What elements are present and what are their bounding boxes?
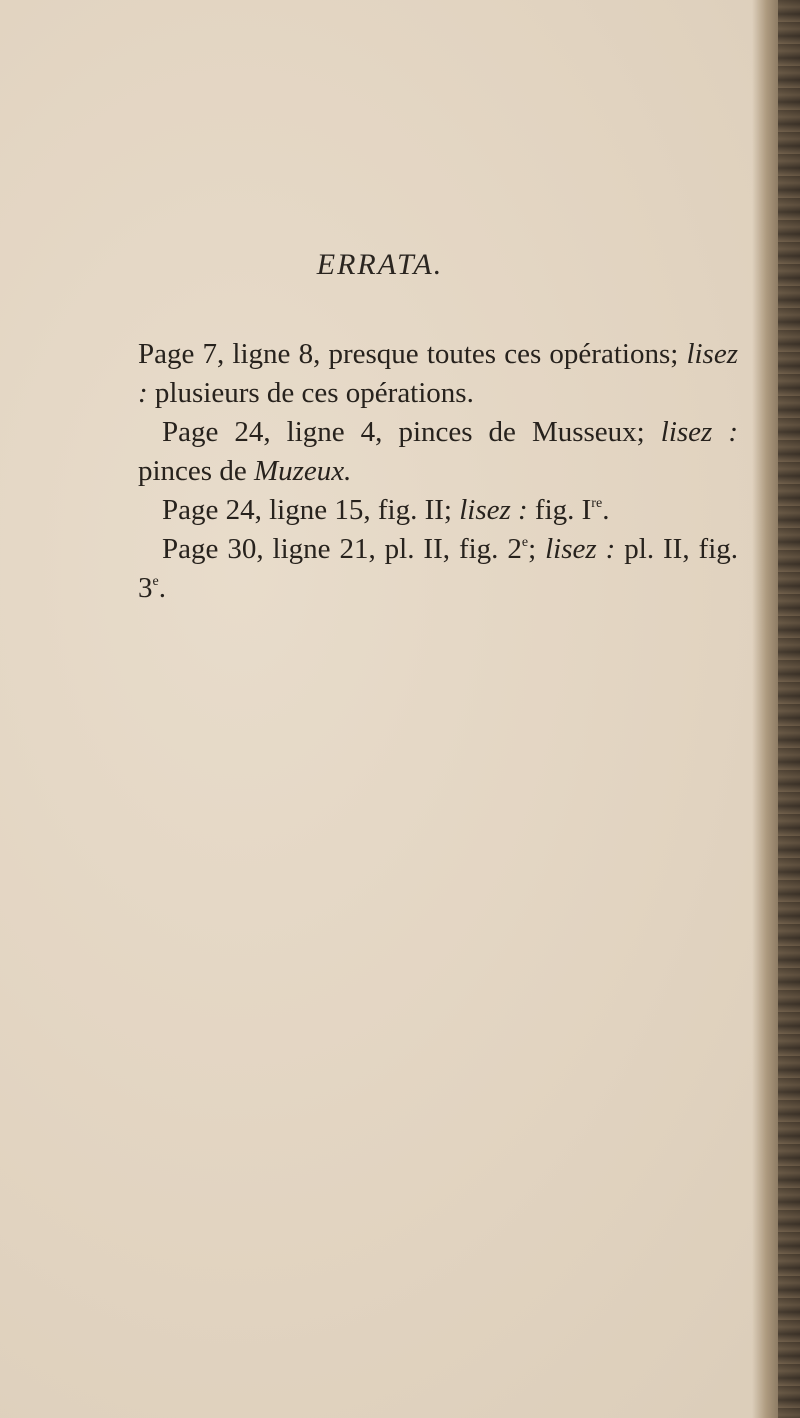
entry-reference: Page 30, ligne 21, pl. II, fig. 2e; xyxy=(162,533,537,565)
entry-reference: Page 7, ligne 8, presque toutes ces opérations; xyxy=(138,338,679,370)
errata-entry xyxy=(138,491,738,530)
errata-entry xyxy=(138,530,738,608)
errata-entry xyxy=(138,413,738,491)
entry-correction: pl. II, fig. 3e. xyxy=(138,533,739,604)
entry-reference: Page 24, ligne 4, pinces de Musseux; xyxy=(162,416,645,448)
page-edge-binding xyxy=(778,0,800,1418)
lisez-label: lisez : xyxy=(138,338,738,409)
lisez-label: lisez : xyxy=(660,416,739,448)
entry-correction: plusieurs de ces opérations. xyxy=(154,377,474,409)
errata-list xyxy=(138,335,738,608)
errata-entry xyxy=(138,335,738,413)
lisez-label: lisez : xyxy=(545,533,616,565)
entry-correction: pinces de xyxy=(138,455,247,487)
entry-reference: Page 24, ligne 15, fig. II; xyxy=(162,494,452,526)
entry-correction-italic: Muzeux. xyxy=(253,455,352,487)
lisez-label: lisez : xyxy=(459,494,528,526)
errata-title: ERRATA. xyxy=(316,248,444,281)
entry-correction: fig. Ire. xyxy=(534,494,610,526)
